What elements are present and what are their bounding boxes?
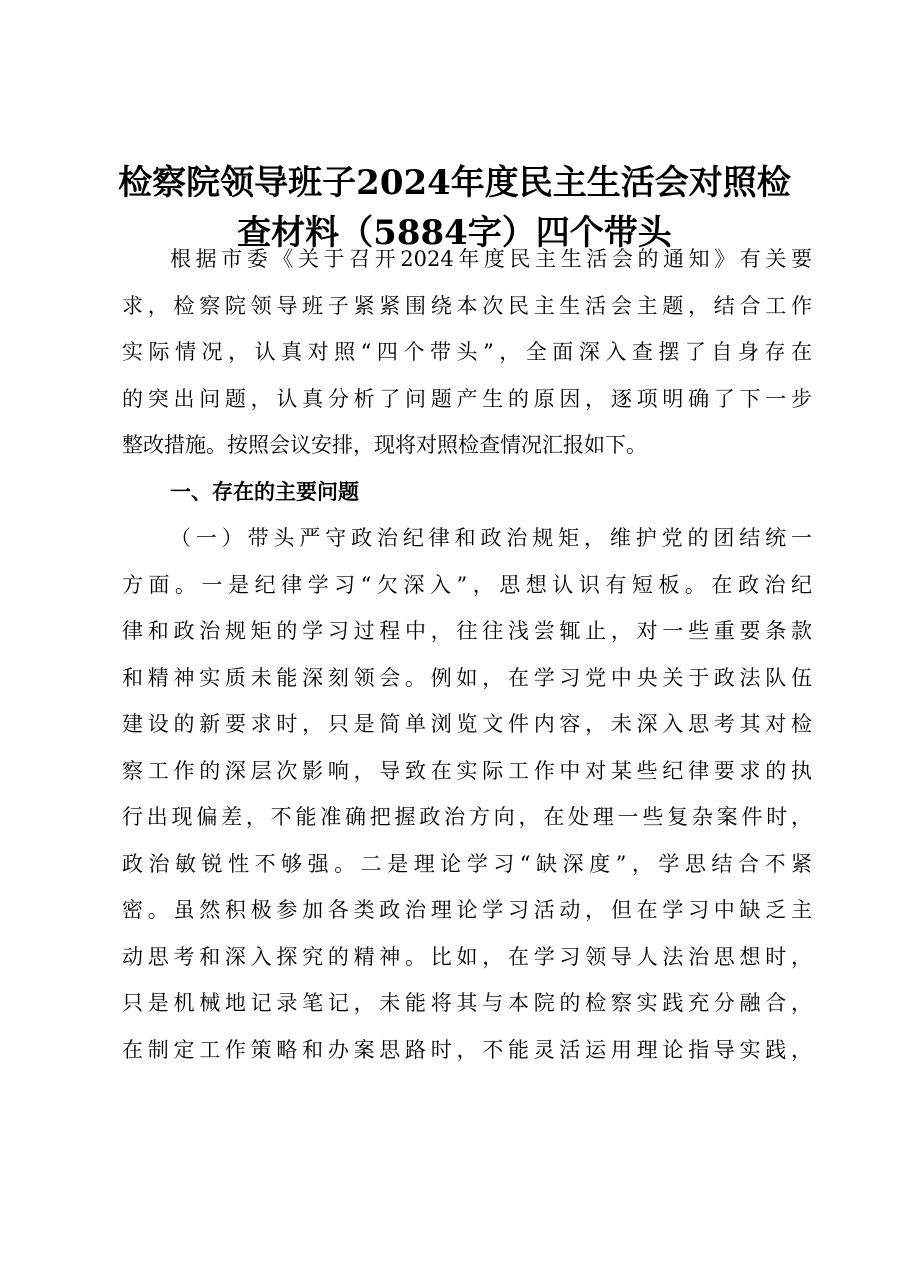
intro-line: 根据市委《关于召开2024年度民主生活会的通知》有关要 [170,247,812,271]
title-line-2: 查材料（5884字）四个带头 [237,213,672,253]
section-line: 行出现偏差，不能准确把握政治方向，在处理一些复杂案件时， [122,805,812,829]
section-heading: 一、存在的主要问题 [170,479,359,504]
section-line: （一）带头严守政治纪律和政治规矩，维护党的团结统一 [170,526,812,550]
section-line: 方面。一是纪律学习“欠深入”，思想认识有短板。在政治纪 [122,572,812,597]
section-line: 政治敏锐性不够强。二是理论学习“缺深度”，学思结合不紧 [122,851,812,876]
section-line: 只是机械地记录笔记，未能将其与本院的检察实践充分融合， [122,991,812,1015]
section-line: 动思考和深入探究的精神。比如，在学习领导人法治思想时， [122,944,812,969]
intro-line: 实际情况，认真对照“四个带头”，全面深入查摆了自身存在 [122,340,812,364]
intro-line: 的突出问题，认真分析了问题产生的原因，逐项明确了下一步 [122,386,812,411]
section-line: 察工作的深层次影响，导致在实际工作中对某些纪律要求的执 [122,758,812,783]
section-line: 建设的新要求时，只是简单浏览文件内容，未深入思考其对检 [122,712,812,736]
document-body [122,236,812,1073]
section-line: 律和政治规矩的学习过程中，往往浅尝辄止，对一些重要条款 [122,619,812,643]
section-line: 和精神实质未能深刻领会。例如，在学习党中央关于政法队伍 [122,665,812,690]
intro-line: 整改措施。按照会议安排，现将对照检查情况汇报如下。 [122,433,647,457]
section-line: 密。虽然积极参加各类政治理论学习活动，但在学习中缺乏主 [122,898,812,922]
section-line: 在制定工作策略和办案思路时，不能灵活运用理论指导实践， [122,1037,812,1062]
title-line-1: 检察院领导班子2024年度民主生活会对照检 [118,163,791,203]
intro-line: 求，检察院领导班子紧紧围绕本次民主生活会主题，结合工作 [122,293,812,318]
